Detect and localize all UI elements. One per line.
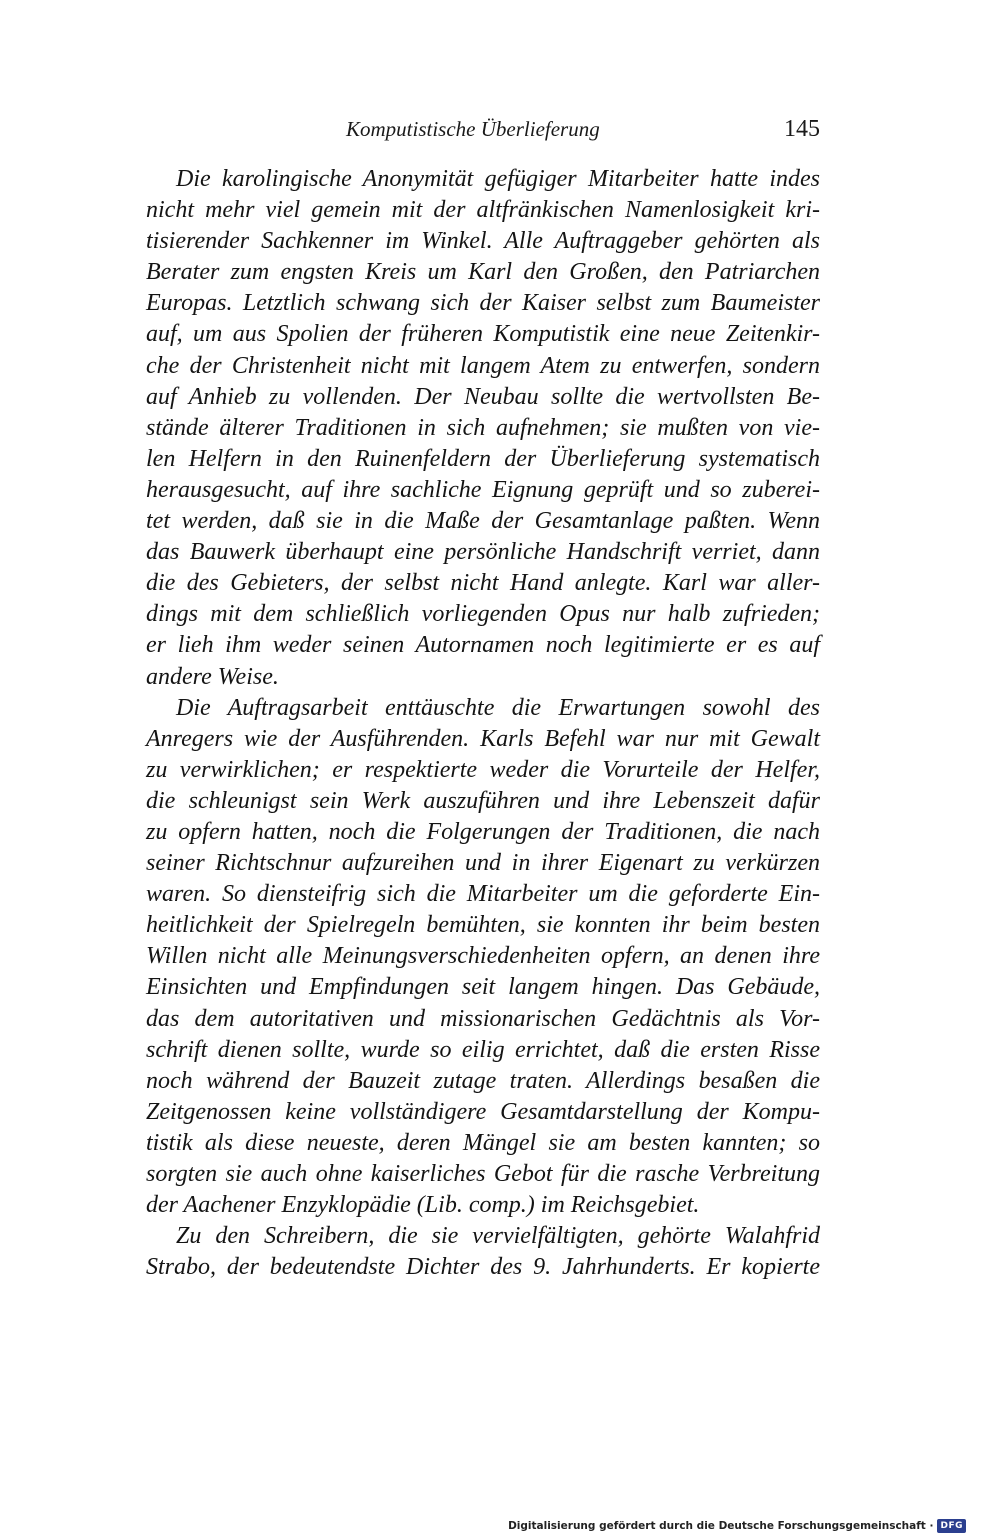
paragraph-3 [146, 1221, 820, 1283]
text-line: Berater zum engsten Kreis um Karl den Großen, den Patriarchen [146, 259, 820, 286]
text-line: nicht mehr viel gemein mit der altfränkischen Namenlosigkeit kri- [146, 197, 820, 224]
text-line: len Helfern in den Ruinenfeldern der Überlieferung systematisch [146, 445, 820, 472]
page-number: 145 [784, 116, 820, 142]
dfg-logo-icon: DFG [937, 1519, 966, 1533]
text-line: auf Anhieb zu vollenden. Der Neubau sollte die wertvollsten Be- [146, 383, 820, 410]
text-line: sorgten sie auch ohne kaiserliches Gebot für die rasche Verbreitung [146, 1161, 820, 1187]
text-line: auf, um aus Spolien der früheren Komputistik eine neue Zeitenkir- [146, 321, 820, 348]
text-line: dings mit dem schließlich vorliegenden Opus nur halb zufrieden; [146, 601, 820, 628]
text-line: Anregers wie der Ausführenden. Karls Befehl war nur mit Gewalt [146, 725, 820, 752]
text-line: Die karolingische Anonymität gefügiger Mitarbeiter hatte indes [176, 166, 820, 192]
text-line: heitlichkeit der Spielregeln bemühten, sie konnten ihr beim besten [146, 912, 820, 939]
text-line: tisierender Sachkenner im Winkel. Alle Auftraggeber gehörten als [146, 228, 820, 255]
text-line: stände älterer Traditionen in sich aufnehmen; sie mußten von vie- [146, 414, 820, 441]
text-line: das dem autoritativen und missionarischen Gedächtnis als Vor- [146, 1005, 820, 1032]
text-line: zu opfern hatten, noch die Folgerungen der Traditionen, die nach [146, 818, 820, 845]
text-line: das Bauwerk überhaupt eine persönliche Handschrift verriet, dann [146, 539, 820, 566]
text-line: tet werden, daß sie in die Maße der Gesamtanlage paßten. Wenn [146, 508, 820, 535]
text-line: herausgesucht, auf ihre sachliche Eignung geprüft und so zuberei- [146, 476, 820, 503]
text-line: Einsichten und Empfindungen seit langem hingen. Das Gebäude, [146, 974, 820, 1001]
text-line: tistik als diese neueste, deren Mängel sie am besten kannten; so [146, 1129, 820, 1156]
paragraph-1 [146, 164, 820, 693]
text-line: noch während der Bauzeit zutage traten. Allerdings besaßen die [146, 1067, 820, 1094]
text-line: der Aachener Enzyklopädie (Lib. comp.) im Reichsgebiet. [146, 1192, 700, 1219]
text-line: zu verwirklichen; er respektierte weder die Vorurteile der Helfer, [146, 756, 820, 783]
paragraph-2 [146, 693, 820, 1222]
text-line: andere Weise. [146, 663, 279, 690]
text-line: die schleunigst sein Werk auszuführen und ihre Lebenszeit dafür [146, 787, 820, 814]
text-line: seiner Richtschnur aufzureihen und in ihrer Eigenart zu verkürzen [146, 850, 820, 877]
text-line: er lieh ihm weder seinen Autornamen noch legitimierte er es auf [146, 632, 820, 659]
text-line: Zu den Schreibern, die sie vervielfältigten, gehörte Walahfrid [176, 1223, 820, 1250]
text-line: Strabo, der bedeutendste Dichter des 9. Jahrhunderts. Er kopierte [146, 1254, 820, 1281]
text-line: waren. So diensteifrig sich die Mitarbeiter um die geforderte Ein- [146, 881, 820, 908]
funding-note: Digitalisierung gefördert durch die Deutsche Forschungsgemeinschaft · [508, 1520, 934, 1532]
text-line: schrift dienen sollte, wurde so eilig errichtet, daß die ersten Risse [146, 1036, 820, 1063]
text-line: Zeitgenossen keine vollständigere Gesamtdarstellung der Kompu- [146, 1098, 820, 1125]
running-title: Komputistische Überlieferung [346, 117, 600, 141]
text-line: che der Christenheit nicht mit langem Atem zu entwerfen, sondern [146, 352, 820, 379]
running-head [146, 112, 820, 148]
body-text [146, 164, 820, 1283]
text-line: Willen nicht alle Meinungsverschiedenheiten opfern, an denen ihre [146, 943, 820, 970]
text-line: die des Gebieters, der selbst nicht Hand anlegte. Karl war aller- [146, 570, 820, 597]
text-line: Europas. Letztlich schwang sich der Kaiser selbst zum Baumeister [146, 290, 820, 317]
funding-footer [508, 1518, 966, 1534]
text-line: Die Auftragsarbeit enttäuschte die Erwartungen sowohl des [176, 694, 820, 721]
